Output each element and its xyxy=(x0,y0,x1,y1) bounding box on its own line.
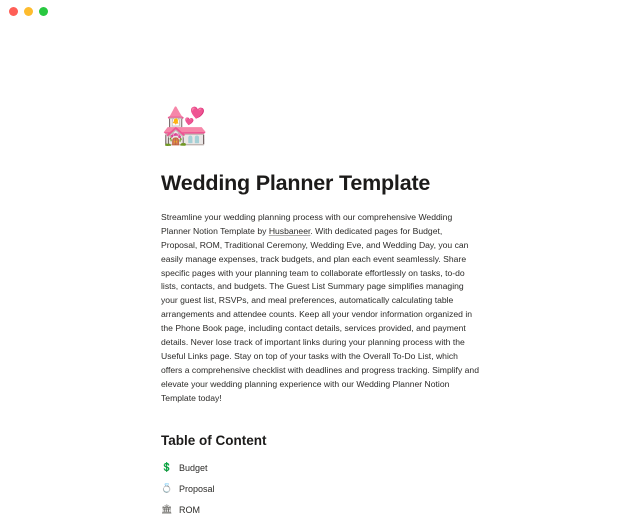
window-titlebar xyxy=(0,0,640,22)
husbaneer-link[interactable]: Husbaneer xyxy=(268,225,311,236)
document-content xyxy=(0,22,640,516)
intro-paragraph xyxy=(161,211,479,406)
registry-icon: 🏛 xyxy=(161,504,173,515)
page-column xyxy=(161,102,479,519)
maximize-window-button[interactable] xyxy=(39,7,48,16)
list-item-label: ROM xyxy=(179,505,200,516)
money-icon: 💲 xyxy=(161,462,173,473)
list-item-label: Proposal xyxy=(179,484,215,495)
intro-text-part1: Streamline your wedding planning process with our comprehensive Wedding Planner Notion Template by xyxy=(161,211,453,236)
table-of-content-list xyxy=(161,459,479,519)
wedding-chapel-icon: 💒 xyxy=(161,103,209,147)
close-window-button[interactable] xyxy=(9,7,18,16)
minimize-window-button[interactable] xyxy=(24,7,33,16)
list-item[interactable] xyxy=(161,480,479,498)
page-title: Wedding Planner Template xyxy=(161,171,431,195)
list-item-label: Budget xyxy=(179,463,208,474)
notion-page xyxy=(0,22,640,522)
table-of-content-heading: Table of Content xyxy=(161,432,267,448)
list-item[interactable] xyxy=(161,501,479,519)
ring-icon: 💍 xyxy=(161,483,173,494)
list-item[interactable] xyxy=(161,459,479,477)
intro-text-part2: . With dedicated pages for Budget, Proposal, ROM, Traditional Ceremony, Wedding Eve, and Wedding Day, you can easily manage expenses, track budgets, and plan each event seamlessly. Share specific pages with your planning team to collaborate effortlessly on tasks, to-do lists, contacts, and budgets. The Guest List Summary page simplifies managing your guest list, RSVPs, and meal preferences, automatically calculating table arrangements and attendee counts. Keep all your vendor information organized in the Phone Book page, including contact details, services provided, and payment details. Never lose track of important links during your planning process with the Useful Links page. Stay on top of your tasks with the Overall To-Do List, which offers a comprehensive checklist with deadlines and progress tracking. Simplify and elevate your wedding planning experience with our Wedding Planner Notion Template today! xyxy=(161,225,479,403)
